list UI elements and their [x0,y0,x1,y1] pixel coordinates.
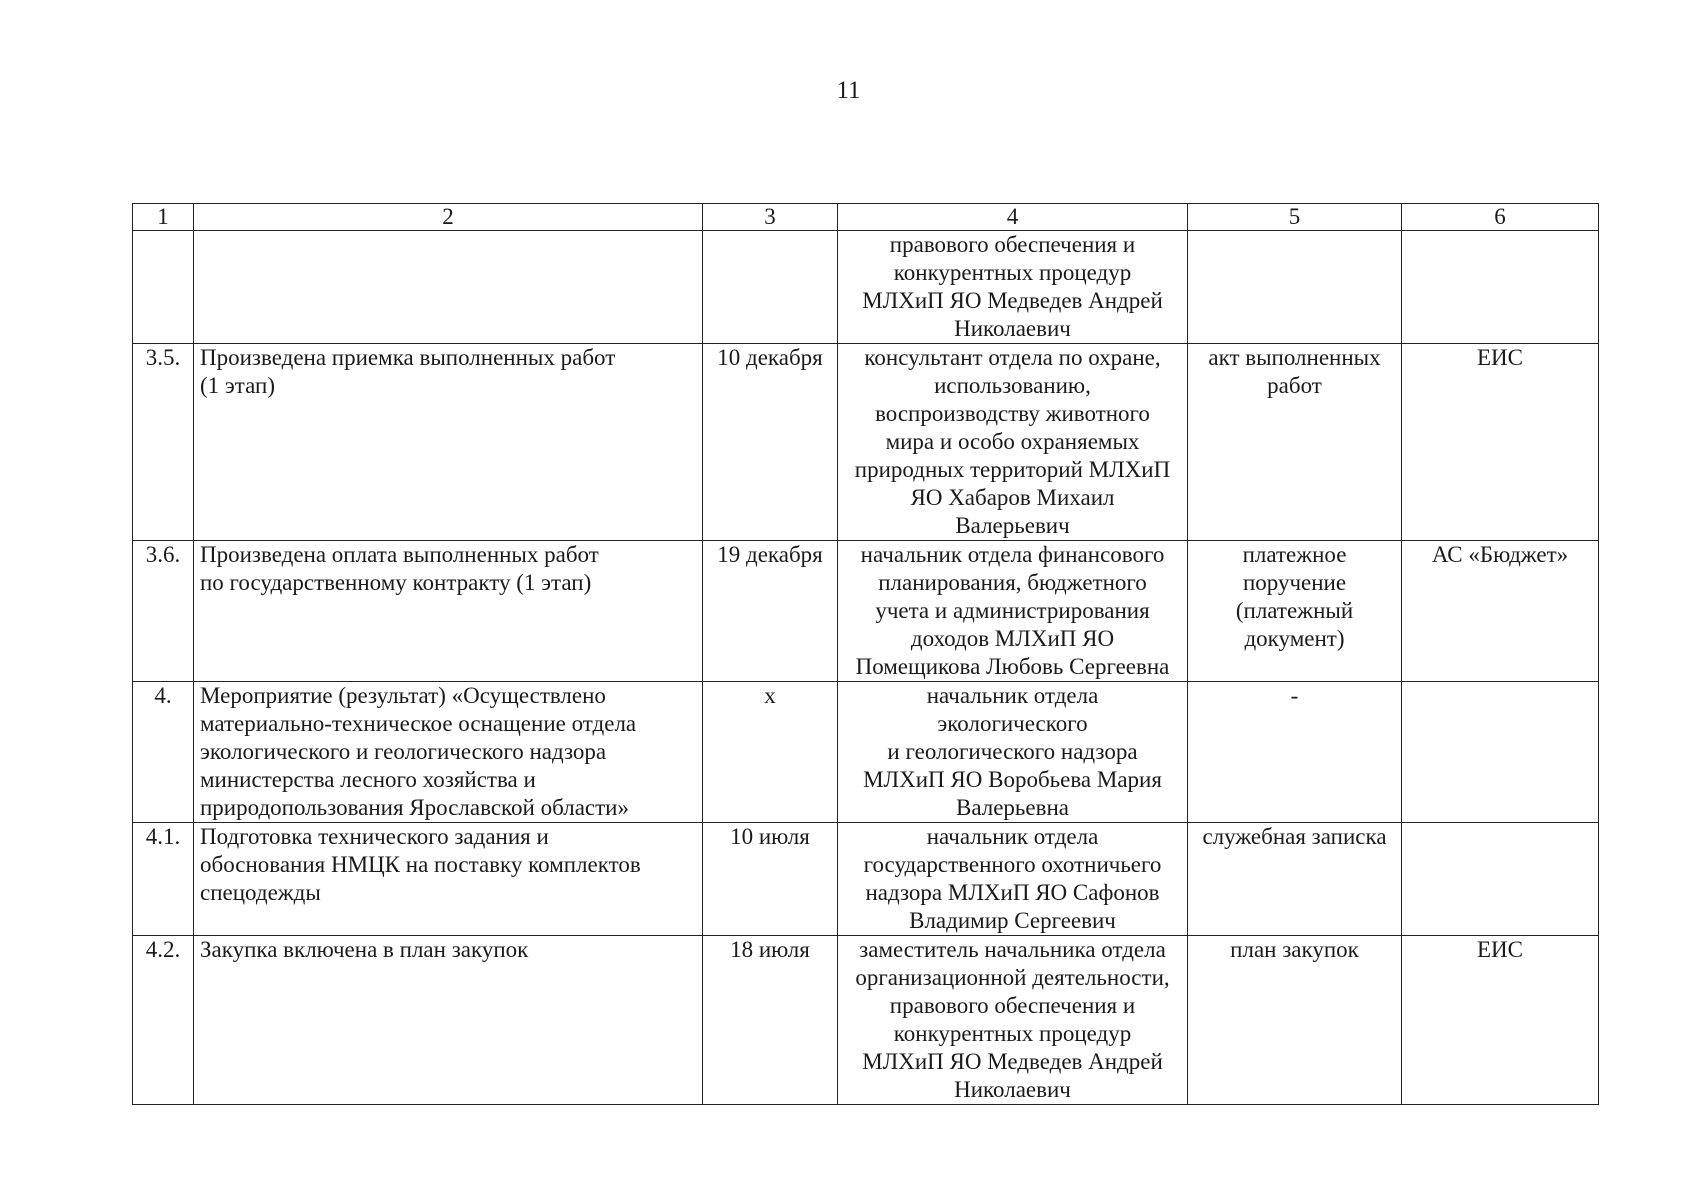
event-cell: Произведена оплата выполненных работ по государственному контракту (1 этап) [194,541,703,682]
row-number [133,231,194,344]
date-cell: 10 декабря [703,344,838,541]
system-cell: ЕИС [1402,344,1599,541]
table-row [133,936,1599,1105]
event-cell [194,231,703,344]
event-cell: Подготовка технического задания и обоснования НМЦК на поставку комплектов спецодежды [194,823,703,936]
table-row [133,682,1599,823]
system-cell [1402,682,1599,823]
row-number: 3.5. [133,344,194,541]
header-cell-3: 3 [703,204,838,231]
document-cell: - [1188,682,1402,823]
table-row [133,541,1599,682]
header-cell-4: 4 [838,204,1188,231]
document-cell [1188,231,1402,344]
responsible-cell: правового обеспечения и конкурентных процедур МЛХиП ЯО Медведев Андрей Николаевич [838,231,1188,344]
document-cell: план закупок [1188,936,1402,1105]
responsible-cell: заместитель начальника отдела организационной деятельности, правового обеспечения и конкурентных процедур МЛХиП ЯО Медведев Андрей Николаевич [838,936,1188,1105]
document-cell: служебная записка [1188,823,1402,936]
row-number: 4.1. [133,823,194,936]
date-cell: 19 декабря [703,541,838,682]
row-number: 4.2. [133,936,194,1105]
plan-table [132,203,1599,1105]
responsible-cell: начальник отдела государственного охотничьего надзора МЛХиП ЯО Сафонов Владимир Сергеевич [838,823,1188,936]
header-cell-6: 6 [1402,204,1599,231]
date-cell: 18 июля [703,936,838,1105]
header-row [133,204,1599,231]
date-cell: х [703,682,838,823]
row-number: 3.6. [133,541,194,682]
document-cell: платежное поручение (платежный документ) [1188,541,1402,682]
date-cell [703,231,838,344]
system-cell [1402,823,1599,936]
system-cell: АС «Бюджет» [1402,541,1599,682]
event-cell: Мероприятие (результат) «Осуществлено материально-техническое оснащение отдела экологического и геологического надзора министерства лесного хозяйства и природопользования Ярославской области» [194,682,703,823]
date-cell: 10 июля [703,823,838,936]
event-cell: Произведена приемка выполненных работ (1 этап) [194,344,703,541]
event-cell: Закупка включена в план закупок [194,936,703,1105]
responsible-cell: консультант отдела по охране, использованию, воспроизводству животного мира и особо охраняемых природных территорий МЛХиП ЯО Хабаров Михаил Валерьевич [838,344,1188,541]
table-row [133,823,1599,936]
responsible-cell: начальник отдела экологического и геологического надзора МЛХиП ЯО Воробьева Мария Валерьевна [838,682,1188,823]
document-cell: акт выполненных работ [1188,344,1402,541]
row-number: 4. [133,682,194,823]
system-cell [1402,231,1599,344]
header-cell-2: 2 [194,204,703,231]
header-cell-1: 1 [133,204,194,231]
table-row [133,344,1599,541]
responsible-cell: начальник отдела финансового планирования, бюджетного учета и администрирования доходов МЛХиП ЯО Помещикова Любовь Сергеевна [838,541,1188,682]
header-cell-5: 5 [1188,204,1402,231]
table-row [133,231,1599,344]
page-number: 11 [836,77,861,104]
system-cell: ЕИС [1402,936,1599,1105]
